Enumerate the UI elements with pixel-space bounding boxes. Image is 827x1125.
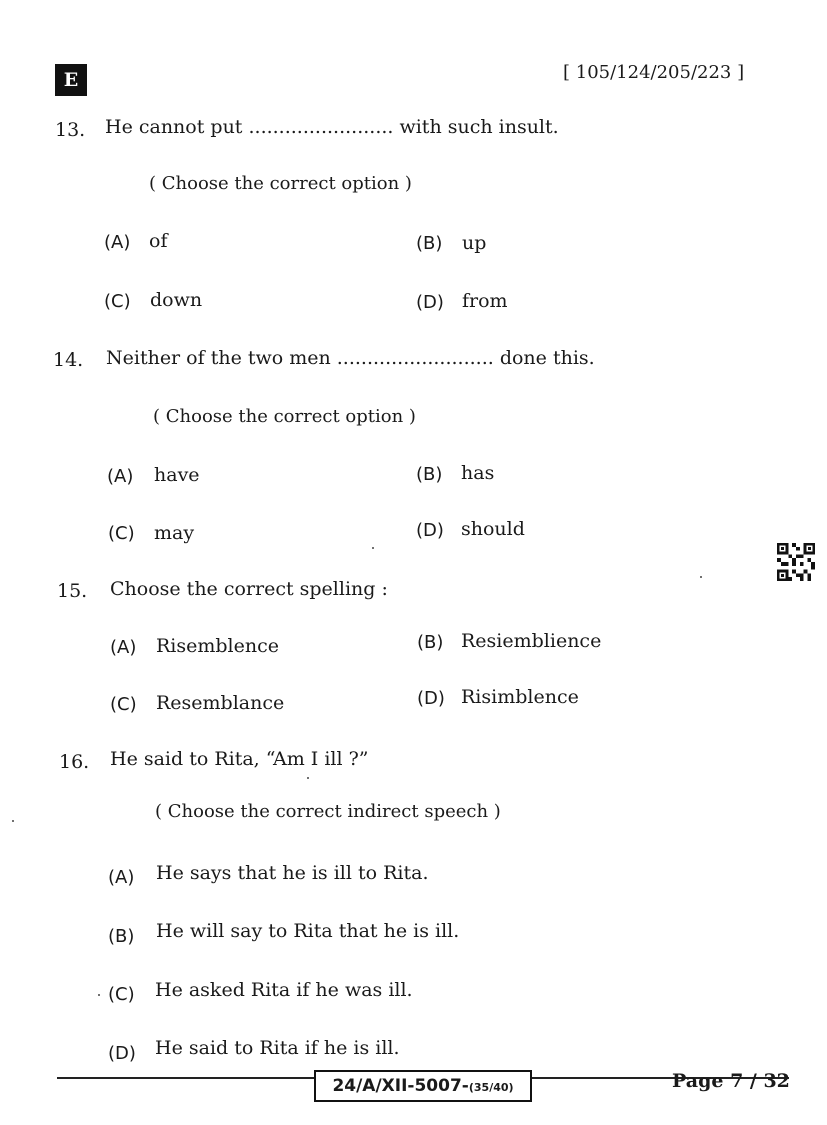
- option-text: Resemblance: [156, 692, 285, 714]
- question-instruction: ( Choose the correct option ): [153, 406, 416, 427]
- option-letter: (A): [108, 867, 135, 888]
- question-text: Neither of the two men .......................... done this.: [106, 347, 595, 369]
- paper-codes: [ 105/124/205/223 ]: [563, 62, 745, 83]
- qr-code-icon: [776, 543, 816, 581]
- question-instruction: ( Choose the correct indirect speech ): [155, 801, 501, 822]
- option-letter: (B): [416, 233, 443, 254]
- question-text: Choose the correct spelling :: [110, 578, 388, 600]
- page-number: Page 7 / 32: [672, 1070, 790, 1092]
- option-text: has: [461, 462, 495, 484]
- option-text: He says that he is ill to Rita.: [156, 862, 429, 884]
- scan-speck: [700, 576, 702, 578]
- question-text: He said to Rita, “Am I ill ?”: [110, 748, 369, 770]
- option-text: from: [462, 290, 508, 312]
- option-text: may: [154, 522, 195, 544]
- option-letter: (A): [110, 637, 137, 658]
- option-letter: (B): [108, 926, 135, 947]
- option-letter: (C): [108, 523, 135, 544]
- booklet-sub-code: (35/40): [468, 1081, 514, 1094]
- scan-speck: [12, 820, 14, 822]
- question-number: 13.: [55, 119, 86, 141]
- option-letter: (D): [416, 520, 444, 541]
- option-text: Resiemblience: [461, 630, 602, 652]
- option-text: He said to Rita if he is ill.: [155, 1037, 400, 1059]
- option-letter: (C): [110, 694, 137, 715]
- question-number: 14.: [53, 349, 84, 371]
- option-text: of: [149, 230, 168, 252]
- option-letter: (B): [416, 464, 443, 485]
- option-letter: (C): [108, 984, 135, 1005]
- scan-speck: [98, 994, 100, 996]
- question-text: He cannot put ........................ with such insult.: [105, 116, 559, 138]
- option-letter: (C): [104, 291, 131, 312]
- option-letter: (D): [416, 292, 444, 313]
- option-letter: (D): [108, 1043, 136, 1064]
- language-badge: E: [55, 64, 87, 96]
- option-text: He asked Rita if he was ill.: [155, 979, 413, 1001]
- option-text: He will say to Rita that he is ill.: [156, 920, 460, 942]
- option-text: up: [462, 232, 487, 254]
- option-text: down: [150, 289, 203, 311]
- scan-speck: [372, 547, 374, 549]
- scan-speck: [307, 777, 309, 779]
- option-letter: (D): [417, 688, 445, 709]
- option-letter: (A): [104, 232, 131, 253]
- question-number: 15.: [57, 580, 88, 602]
- option-letter: (A): [107, 466, 134, 487]
- question-number: 16.: [59, 751, 90, 773]
- booklet-code: 24/A/XII-5007-: [332, 1076, 469, 1096]
- option-text: Risimblence: [461, 686, 579, 708]
- option-letter: (B): [417, 632, 444, 653]
- question-instruction: ( Choose the correct option ): [149, 173, 412, 194]
- option-text: have: [154, 464, 200, 486]
- option-text: Risemblence: [156, 635, 279, 657]
- booklet-code-box: [314, 1070, 532, 1102]
- option-text: should: [461, 518, 525, 540]
